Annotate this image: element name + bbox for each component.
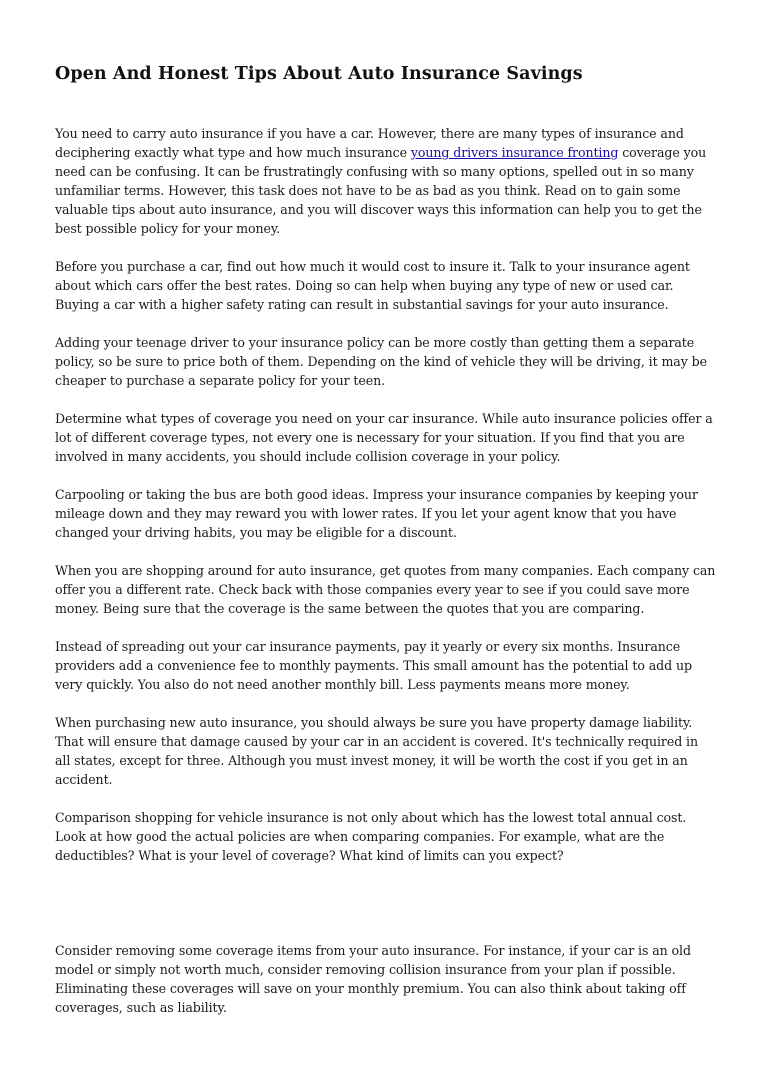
paragraph-5: Carpooling or taking the bus are both good ideas. Impress your insurance companies by keeping your mileage down and they may reward you with lower rates. If you let your agent know that you have changed your driving habits, you may be eligible for a discount.: [55, 487, 698, 540]
paragraph-7: Instead of spreading out your car insurance payments, pay it yearly or every six months. Insurance providers add a convenience fee to monthly payments. This small amount has the potential to add up very quickly. You also do not need another monthly bill. Less payments means more money.: [55, 639, 692, 692]
paragraph-3: Adding your teenage driver to your insurance policy can be more costly than getting them a separate policy, so be sure to price both of them. Depending on the kind of vehicle they will be driving, it may be cheaper to purchase a separate policy for your teen.: [55, 335, 707, 388]
paragraph-8: When purchasing new auto insurance, you should always be sure you have property damage liability. That will ensure that damage caused by your car in an accident is covered. It's technically required in all states, except for three. Although you must invest money, it will be worth the cost if you get in an accident.: [55, 715, 698, 787]
young-drivers-insurance-link[interactable]: young drivers insurance fronting: [410, 145, 619, 160]
paragraph-1-text-after: coverage you need can be confusing. It can be frustratingly confusing with so many options, spelled out in so many unfamiliar terms. However, this task does not have to be as bad as you think. Read on to gain some valuable tips about auto insurance, and you will discover ways this information can help you to get the best possible policy for your money.: [55, 145, 707, 236]
article-body: [55, 124, 717, 1017]
paragraph-1-text-before: You need to carry auto insurance if you have a car. However, there are many types of insurance and deciphering exactly what type and how much insurance: [55, 126, 684, 160]
paragraph-2: Before you purchase a car, find out how much it would cost to insure it. Talk to your insurance agent about which cars offer the best rates. Doing so can help when buying any type of new or used car. Buying a car with a higher safety rating can result in substantial savings for your auto insurance.: [55, 259, 690, 312]
page-title: Open And Honest Tips About Auto Insurance Savings: [55, 64, 583, 84]
paragraph-1: [55, 124, 717, 238]
paragraph-6: When you are shopping around for auto insurance, get quotes from many companies. Each company can offer you a different rate. Check back with those companies every year to see if you could save more money. Being sure that the coverage is the same between the quotes that you are comparing.: [55, 563, 716, 616]
paragraph-9: Comparison shopping for vehicle insurance is not only about which has the lowest total annual cost. Look at how good the actual policies are when comparing companies. For example, what are the deductibles? What is your level of coverage? What kind of limits can you expect?: [55, 810, 687, 863]
paragraph-4: Determine what types of coverage you need on your car insurance. While auto insurance policies offer a lot of different coverage types, not every one is necessary for your situation. If you find that you are involved in many accidents, you should include collision coverage in your policy.: [55, 411, 713, 464]
document-page: [55, 62, 717, 1036]
paragraph-10: Consider removing some coverage items from your auto insurance. For instance, if your car is an old model or simply not worth much, consider removing collision insurance from your plan if possible. Eliminating these coverages will save on your monthly premium. You can also think about taking off coverages, such as liability.: [55, 943, 691, 1015]
